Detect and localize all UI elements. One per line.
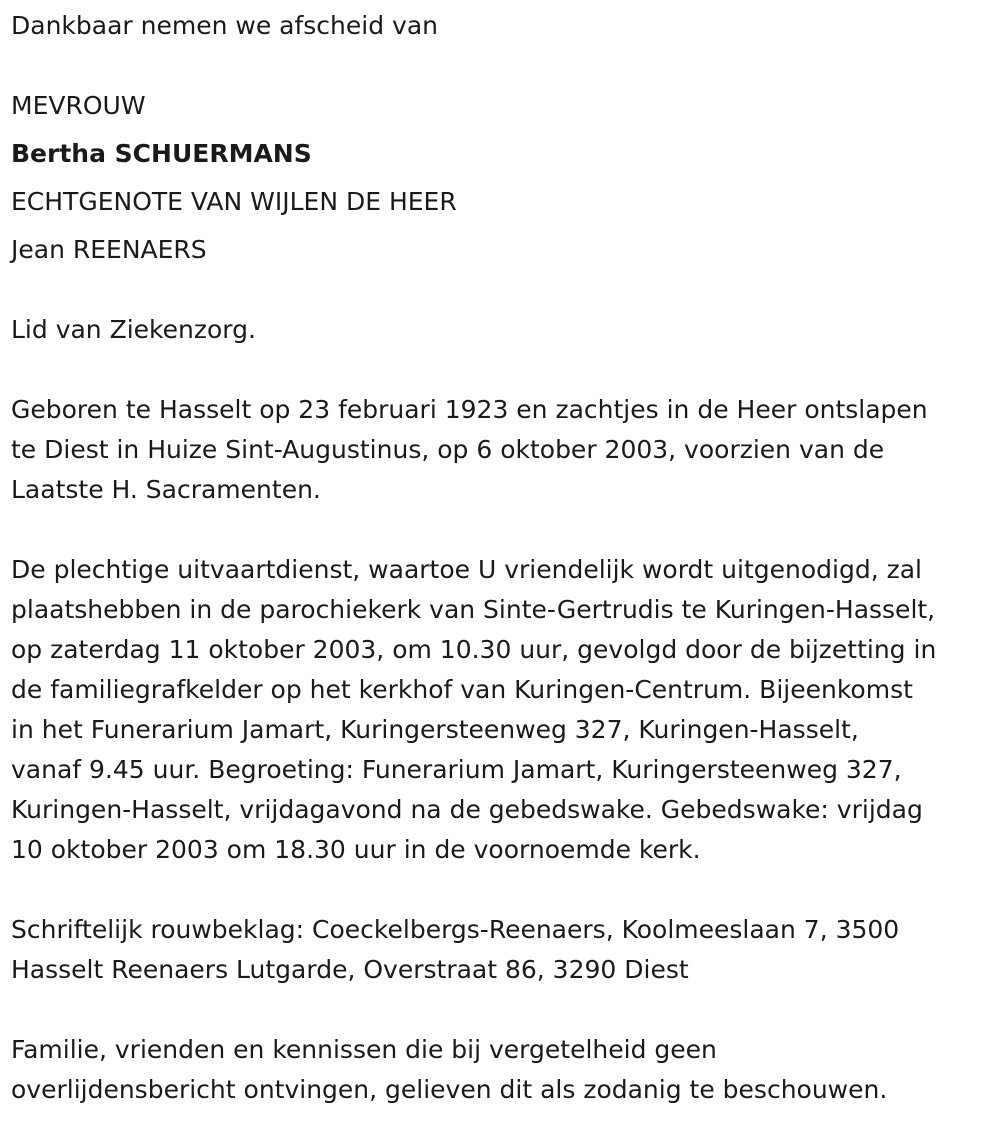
honorific: MEVROUW [11,91,146,120]
condolence-line: Hasselt Reenaers Lutgarde, Overstraat 86, 3290 Diest [11,955,689,984]
service-line: De plechtige uitvaartdienst, waartoe U vriendelijk wordt uitgenodigd, zal [11,555,922,584]
service-line: de familiegrafkelder op het kerkhof van Kuringen-Centrum. Bijeenkomst [11,675,913,704]
relation-text: ECHTGENOTE VAN WIJLEN DE HEER [11,187,457,216]
condolence-line: Schriftelijk rouwbeklag: Coeckelbergs-Reenaers, Koolmeeslaan 7, 3500 [11,915,900,944]
deceased-name: Bertha SCHUERMANS [11,139,312,168]
spouse-name: Jean REENAERS [11,235,207,264]
condolence-paragraph [11,910,986,990]
service-line: plaatshebben in de parochiekerk van Sinte-Gertrudis te Kuringen-Hasselt, [11,595,936,624]
service-line: in het Funerarium Jamart, Kuringersteenweg 327, Kuringen-Hasselt, [11,715,859,744]
service-line: vanaf 9.45 uur. Begroeting: Funerarium Jamart, Kuringersteenweg 327, [11,755,902,784]
service-line: 10 oktober 2003 om 18.30 uur in de voornoemde kerk. [11,835,701,864]
service-line: Kuringen-Hasselt, vrijdagavond na de gebedswake. Gebedswake: vrijdag [11,795,923,824]
intro-text: Dankbaar nemen we afscheid van [11,11,438,40]
membership-paragraph [11,310,986,350]
birth-death-paragraph [11,390,986,510]
service-line: op zaterdag 11 oktober 2003, om 10.30 uur, gevolgd door de bijzetting in [11,635,937,664]
closing-line: overlijdensbericht ontvingen, gelieven dit als zodanig te beschouwen. [11,1075,888,1104]
name-block [11,86,986,270]
closing-line: Familie, vrienden en kennissen die bij vergetelheid geen [11,1035,717,1064]
birth-death-line: te Diest in Huize Sint-Augustinus, op 6 oktober 2003, voorzien van de [11,435,885,464]
membership-text: Lid van Ziekenzorg. [11,315,256,344]
obituary-document [11,0,986,1110]
service-paragraph [11,550,986,870]
closing-paragraph [11,1030,986,1110]
birth-death-line: Geboren te Hasselt op 23 februari 1923 en zachtjes in de Heer ontslapen [11,395,928,424]
birth-death-line: Laatste H. Sacramenten. [11,475,321,504]
